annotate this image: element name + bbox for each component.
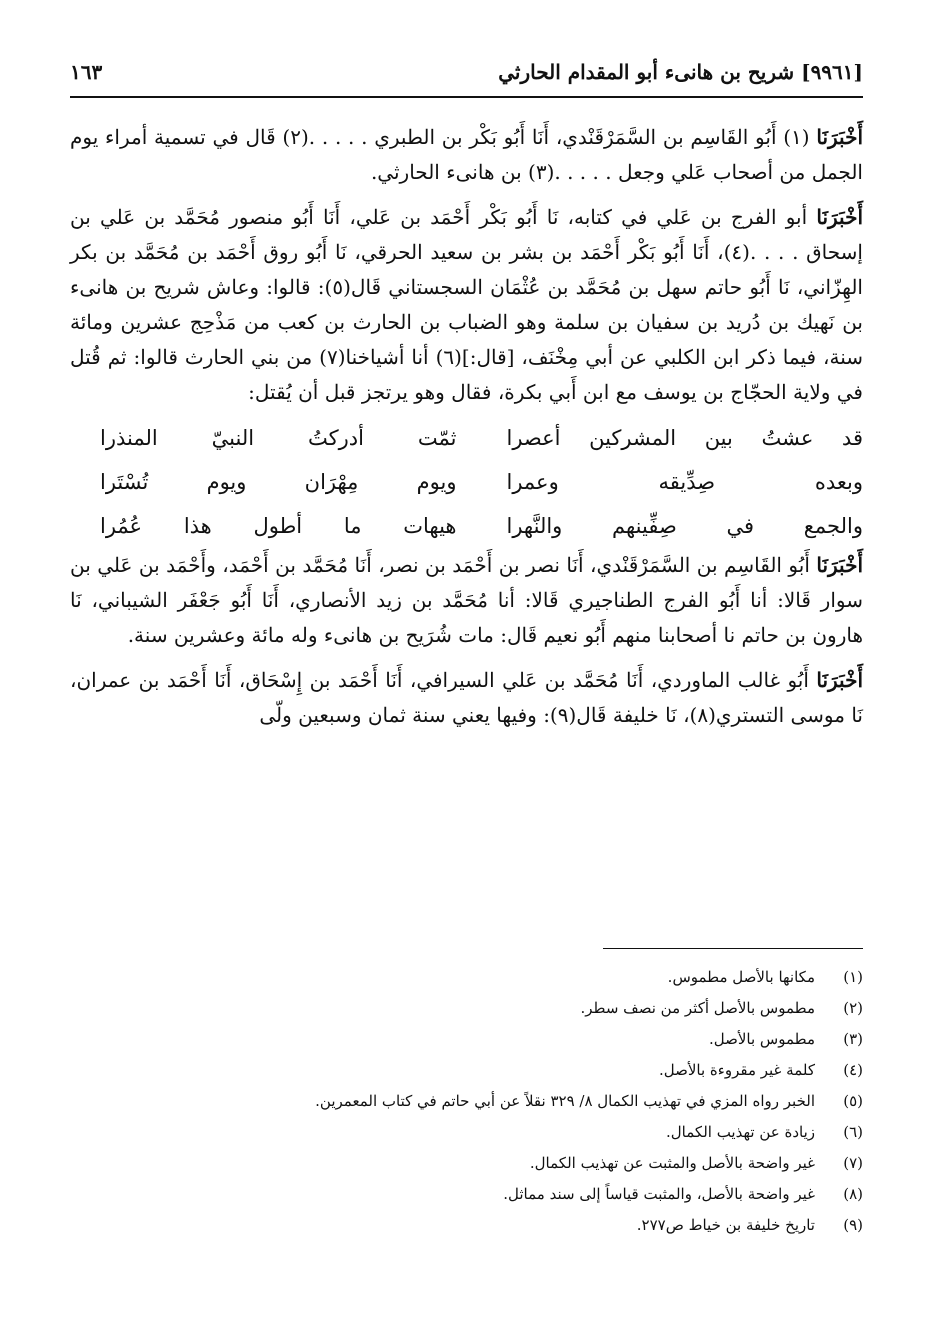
footnote-number: (٩) [843,1216,863,1234]
footnote [70,1148,863,1179]
running-header [70,56,863,98]
footnote-number: (٧) [843,1154,863,1172]
footnote [70,993,863,1024]
footnote-text: مطموس بالأصل. [708,1030,815,1048]
poem-verse-1-first: قد عشتُ بين المشركين أعصرا [506,426,863,450]
poem-verse-2-second: ويوم مِهْرَان ويوم تُسْتَرا [100,470,457,494]
paragraph-1-text: (١) أَبُو القَاسِم بن السَّمَرْقَنْدي، أَنَا أَبُو بَكْر بن الطبري . . . . .(٢) قَال في تسمية أمراء يوم الجمل من أصحاب عَلي وجعل . . . . .(٣) بن هانىء الحارثي. [70,125,863,184]
footnote-text: تاريخ خليفة بن خياط ص٢٧٧. [636,1216,815,1234]
footnote [70,1210,863,1241]
akhbarana-keyword: أَخْبَرَنَا [816,668,863,692]
poem-verse-2-first: وبعده صِدِّيقه وعمرا [506,470,863,494]
footnote-text: مطموس بالأصل أكثر من نصف سطر. [580,999,815,1017]
poem-verse-3-second: هيهات ما أطول هذا عُمُرا [100,514,457,538]
page-number: ١٦٣ [70,60,103,84]
poem [70,420,863,544]
akhbarana-keyword: أَخْبَرَنَا [816,553,864,577]
paragraph-3 [70,548,863,653]
footnote [70,1086,863,1117]
footnote-text: كلمة غير مقروءة بالأصل. [659,1061,815,1079]
paragraph-4-text: أَبُو غالب الماوردي، أَنَا مُحَمَّد بن عَلي السيرافي، أَنَا أَحْمَد بن إِسْحَاق، أَنَا أَحْمَد بن عمران، نَا موسى التستري(٨)، نَا خليفة قَال(٩): وفيها يعني سنة ثمان وسبعين ولّى [70,668,863,727]
footnote-number: (٦) [843,1123,863,1141]
footnote-text: غير واضحة بالأصل، والمثبت قياساً إلى سند مماثل. [503,1185,815,1203]
footnote-divider [603,948,863,949]
footnote-number: (٨) [843,1185,863,1203]
footnote [70,1117,863,1148]
footnote [70,1024,863,1055]
footnotes [70,962,863,1241]
footnote-text: غير واضحة بالأصل والمثبت عن تهذيب الكمال. [529,1154,815,1172]
footnote-number: (١) [843,968,863,986]
paragraph-2-text: أبو الفرج بن عَلي في كتابه، نَا أَبُو بَكْر أَحْمَد بن عَلي، أَنَا أَبُو منصور مُحَمَّد بن عَلي بن إسحاق . . . .(٤)، أَنَا أَبُو بَكْر أَحْمَد بن بشر بن سعيد الحرقي، نَا أَبُو روق أَحْمَد بن مُحَمَّد بن بكر الهِزّاني، نَا أَبُو حاتم سهل بن مُحَمَّد بن عُثْمَان السجستاني قَال(٥): قالوا: وعاش شريح بن هانىء بن نَهيك بن دُريد بن سفيان بن سلمة وهو الضباب بن الحارث بن كعب من مَذْحِج عشرين ومائة سنة، فيما ذكر ابن الكلبي عن أبي مِخْنَف، [قال:](٦) أنا أشياخنا(٧) من بني الحارث قالوا: ثم قُتل في ولاية الحجّاج بن يوسف مع ابن أَبي بكرة، فقال وهو يرتجز قبل أن يُقتل: [70,205,863,404]
paragraph-2 [70,200,863,410]
footnote-text: زيادة عن تهذيب الكمال. [666,1123,815,1141]
paragraph-1 [70,120,863,190]
footnote [70,1179,863,1210]
akhbarana-keyword: أَخْبَرَنَا [816,205,864,229]
footnote-number: (٢) [843,999,863,1017]
footnote-number: (٣) [843,1030,863,1048]
poem-verse-3-first: والجمع في صِفِّينهم والنَّهرا [506,514,863,538]
footnote [70,962,863,993]
paragraph-3-text: أَبُو القَاسِم بن السَّمَرْقَنْدي، أَنَا نصر بن أَحْمَد بن نصر، أَنَا مُحَمَّد بن أَحْمَد، وأَحْمَد بن عَلي بن سوار قَالا: أنا أَبُو الفرج الطناجيري قَالا: أنا مُحَمَّد بن زيد الأنصاري، أَنَا أَبُو جَعْفَر الشيباني، نَا هارون بن حاتم نا أصحابنا منهم أَبُو نعيم قَال: مات شُرَيح بن هانىء وله مائة وعشرين سنة. [70,553,863,647]
footnote-number: (٤) [843,1061,863,1079]
footnote-text: مكانها بالأصل مطموس. [667,968,815,986]
footnote-number: (٥) [843,1092,863,1110]
akhbarana-keyword: أَخْبَرَنَا [816,125,864,149]
footnote-text: الخبر رواه المزي في تهذيب الكمال ٨/ ٣٢٩ نقلاً عن أبي حاتم في كتاب المعمرين. [315,1092,815,1110]
main-text [70,120,863,743]
paragraph-4 [70,663,863,733]
header-title: [٩٩٦١] شريح بن هانىء أبو المقدام الحارثي [498,60,863,84]
footnote [70,1055,863,1086]
poem-verse-1-second: ثمّت أدركتُ النبيّ المنذرا [100,426,457,450]
